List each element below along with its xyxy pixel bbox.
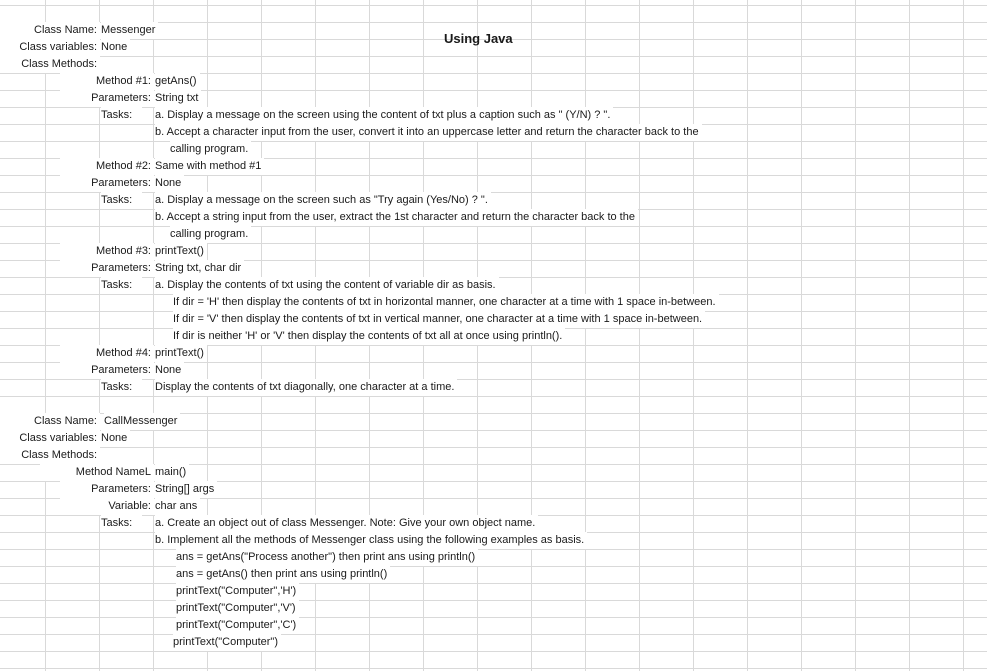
method-3-rule-v[interactable]: If dir = 'V' then display the contents of txt in vertical manner, one character at a time with 1 space in-between. xyxy=(173,311,705,328)
main-task-b[interactable]: b. Implement all the methods of Messenger class using the following examples as basis. xyxy=(155,532,587,549)
method-3-rule-other[interactable]: If dir is neither 'H' or 'V' then display the contents of txt all at once using println(). xyxy=(173,328,565,345)
class-name-label: Class Name: xyxy=(0,413,100,430)
method-1-task-a[interactable]: a. Display a message on the screen using the content of txt plus a caption such as " (Y/N) ? ". xyxy=(155,107,613,124)
method-1-task-b[interactable]: b. Accept a character input from the user, convert it into an uppercase letter and return the character back to the xyxy=(155,124,702,141)
class-variables-label: Class variables: xyxy=(0,39,100,56)
method-2-params-label: Parameters: xyxy=(60,175,154,192)
class-methods-label: Class Methods: xyxy=(0,447,100,464)
method-3-tasks-label: Tasks: xyxy=(101,277,142,294)
method-2-task-b[interactable]: b. Accept a string input from the user, extract the 1st character and return the character back to the xyxy=(155,209,638,226)
class-name-value[interactable]: Messenger xyxy=(101,22,158,39)
method-2-params[interactable]: None xyxy=(155,175,184,192)
method-2-name[interactable]: Same with method #1 xyxy=(155,158,264,175)
class-name-value[interactable]: CallMessenger xyxy=(104,413,180,430)
method-1-name[interactable]: getAns() xyxy=(155,73,200,90)
code-example-6[interactable]: printText("Computer") xyxy=(173,634,281,651)
method-3-label: Method #3: xyxy=(60,243,154,260)
method-2-task-a[interactable]: a. Display a message on the screen such as "Try again (Yes/No) ? ". xyxy=(155,192,491,209)
method-4-label: Method #4: xyxy=(60,345,154,362)
main-params[interactable]: String[] args xyxy=(155,481,217,498)
variable-label: Variable: xyxy=(60,498,154,515)
page-title: Using Java xyxy=(444,31,513,46)
method-1-tasks-label: Tasks: xyxy=(101,107,142,124)
variable-value[interactable]: char ans xyxy=(155,498,200,515)
method-1-params[interactable]: String txt xyxy=(155,90,201,107)
main-tasks-label: Tasks: xyxy=(101,515,142,532)
method-name-label: Method NameL xyxy=(40,464,154,481)
main-task-a[interactable]: a. Create an object out of class Messenger. Note: Give your own object name. xyxy=(155,515,538,532)
class-variables-value[interactable]: None xyxy=(101,430,130,447)
method-4-params[interactable]: None xyxy=(155,362,184,379)
method-2-task-b-cont[interactable]: calling program. xyxy=(170,226,251,243)
class-name-label: Class Name: xyxy=(0,22,100,39)
code-example-4[interactable]: printText("Computer",'V') xyxy=(176,600,299,617)
method-1-label: Method #1: xyxy=(60,73,154,90)
code-example-2[interactable]: ans = getAns() then print ans using println() xyxy=(176,566,390,583)
method-3-rule-h[interactable]: If dir = 'H' then display the contents of txt in horizontal manner, one character at a time with 1 space in-between. xyxy=(173,294,719,311)
main-params-label: Parameters: xyxy=(60,481,154,498)
method-2-label: Method #2: xyxy=(60,158,154,175)
method-1-task-b-cont[interactable]: calling program. xyxy=(170,141,251,158)
method-name-value[interactable]: main() xyxy=(155,464,189,481)
method-2-tasks-label: Tasks: xyxy=(101,192,142,209)
class-variables-label: Class variables: xyxy=(0,430,100,447)
code-example-5[interactable]: printText("Computer",'C') xyxy=(176,617,299,634)
method-4-tasks-label: Tasks: xyxy=(101,379,142,396)
code-example-3[interactable]: printText("Computer",'H') xyxy=(176,583,299,600)
method-4-name[interactable]: printText() xyxy=(155,345,207,362)
method-3-name[interactable]: printText() xyxy=(155,243,207,260)
method-3-task-a[interactable]: a. Display the contents of txt using the content of variable dir as basis. xyxy=(155,277,499,294)
method-1-params-label: Parameters: xyxy=(60,90,154,107)
method-3-params-label: Parameters: xyxy=(60,260,154,277)
method-4-task[interactable]: Display the contents of txt diagonally, one character at a time. xyxy=(155,379,457,396)
class-variables-value[interactable]: None xyxy=(101,39,130,56)
class-methods-label: Class Methods: xyxy=(0,56,100,73)
code-example-1[interactable]: ans = getAns("Process another") then print ans using println() xyxy=(176,549,478,566)
method-3-params[interactable]: String txt, char dir xyxy=(155,260,244,277)
method-4-params-label: Parameters: xyxy=(60,362,154,379)
